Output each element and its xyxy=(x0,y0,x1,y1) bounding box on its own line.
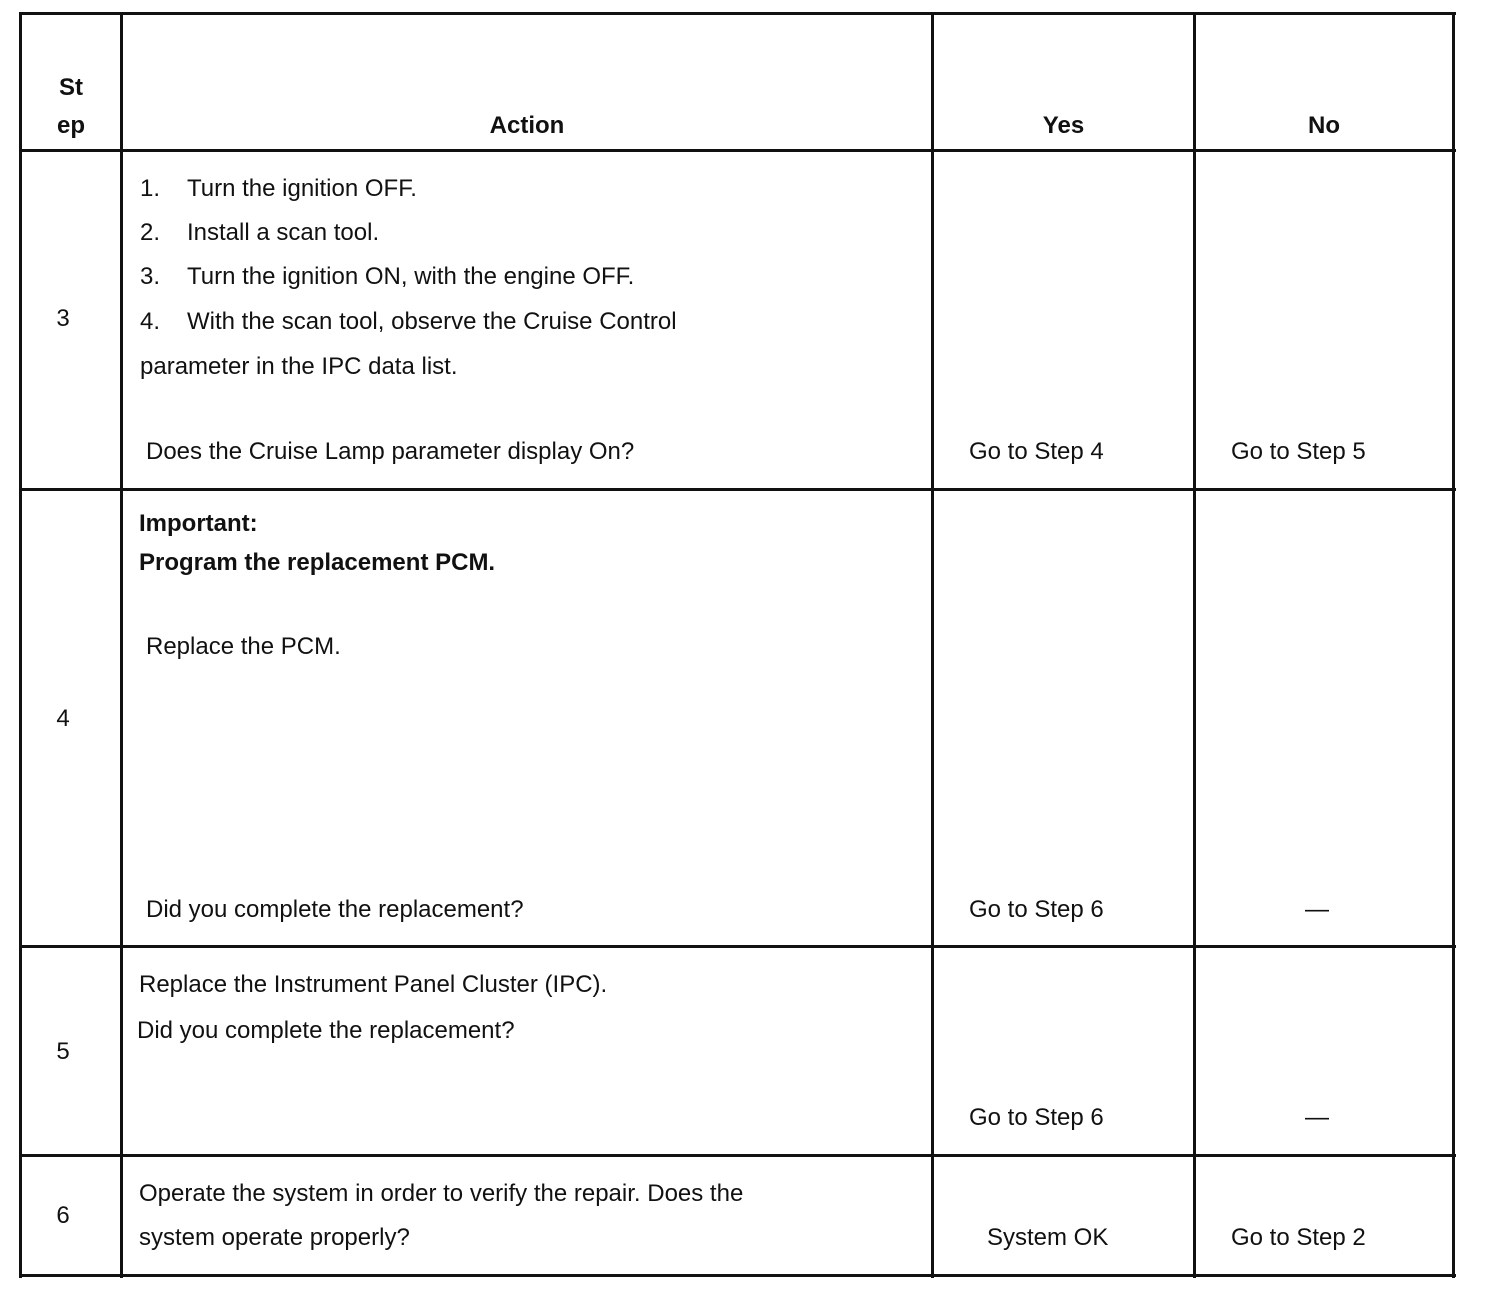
action-instruction: Replace the Instrument Panel Cluster (IPC). xyxy=(139,971,608,998)
table-border-top xyxy=(19,12,1456,15)
action-question: Did you complete the replacement? xyxy=(137,1017,515,1044)
important-text: Program the replacement PCM. xyxy=(139,549,496,576)
step-number: 5 xyxy=(56,1038,70,1065)
header-yes: Yes xyxy=(1042,112,1085,139)
yes-result: Go to Step 6 xyxy=(969,896,1104,923)
list-item-text: Turn the ignition ON, with the engine OFF. xyxy=(187,263,635,290)
table-border-left xyxy=(19,12,22,1278)
list-item-number: 1. xyxy=(140,175,161,202)
list-item-number: 3. xyxy=(140,263,161,290)
action-question: Did you complete the replacement? xyxy=(146,896,524,923)
list-item-number: 2. xyxy=(140,219,161,246)
list-item-text: Turn the ignition OFF. xyxy=(187,175,417,202)
column-divider xyxy=(120,12,123,1278)
header-step-line2: ep xyxy=(56,112,85,139)
no-result: — xyxy=(1305,1104,1329,1131)
no-result: Go to Step 5 xyxy=(1231,438,1366,465)
header-no: No xyxy=(1308,112,1340,139)
no-result: — xyxy=(1305,896,1329,923)
header-step-line1: St xyxy=(59,74,83,101)
action-question: Does the Cruise Lamp parameter display On? xyxy=(146,438,635,465)
table-border-right xyxy=(1452,12,1455,1278)
row-divider xyxy=(19,945,1456,948)
step-number: 4 xyxy=(56,705,70,732)
yes-result: Go to Step 4 xyxy=(969,438,1104,465)
list-item-text: Install a scan tool. xyxy=(187,219,380,246)
action-text-line2: system operate properly? xyxy=(139,1224,410,1251)
table-border-bottom xyxy=(19,1274,1456,1277)
no-result: Go to Step 2 xyxy=(1231,1224,1366,1251)
list-item-text: With the scan tool, observe the Cruise Control xyxy=(187,308,677,335)
step-number: 6 xyxy=(56,1202,70,1229)
row-divider xyxy=(19,488,1456,491)
yes-result: Go to Step 6 xyxy=(969,1104,1104,1131)
list-item-number: 4. xyxy=(140,308,161,335)
column-divider xyxy=(931,12,934,1278)
action-instruction: Replace the PCM. xyxy=(146,633,341,660)
column-divider xyxy=(1193,12,1196,1278)
header-divider xyxy=(19,149,1456,152)
list-item-continuation: parameter in the IPC data list. xyxy=(140,353,458,380)
row-divider xyxy=(19,1154,1456,1157)
step-number: 3 xyxy=(56,305,70,332)
important-label: Important: xyxy=(139,510,258,537)
action-text-line1: Operate the system in order to verify the repair. Does the xyxy=(139,1180,744,1207)
header-action: Action xyxy=(489,112,565,139)
yes-result: System OK xyxy=(987,1224,1109,1251)
